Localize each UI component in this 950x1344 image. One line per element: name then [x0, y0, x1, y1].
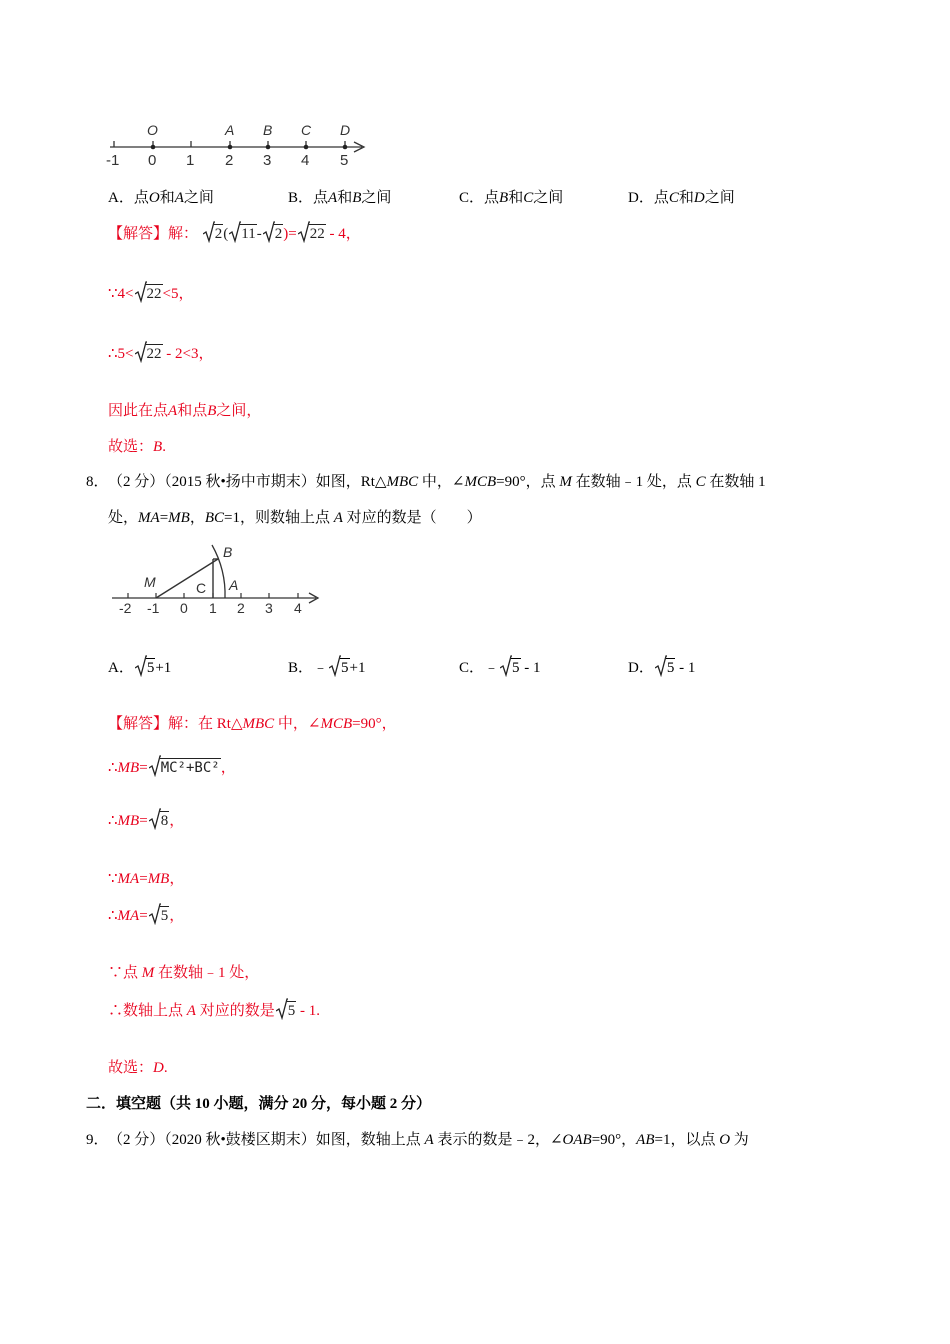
- q8-option-a[interactable]: A． 5+1: [108, 656, 171, 677]
- fig-label-M: M: [144, 574, 156, 590]
- point-label-O: O: [147, 122, 158, 138]
- sqrt-22: 22: [298, 224, 326, 244]
- q8-option-b[interactable]: B．﹣ 5+1: [288, 656, 366, 677]
- q7-option-b[interactable]: B．点A和B之间: [288, 190, 392, 206]
- sqrt-5: 5: [149, 906, 170, 926]
- sqrt-mc2-bc2: MC²+BC²: [149, 758, 221, 778]
- q8-answer-line-7: ∴数轴上点 A 对应的数是 5 - 1.: [108, 1001, 320, 1021]
- sqrt-5: 5: [500, 658, 521, 677]
- q8-answer-line-1: 【解答】解：在 Rt△MBC 中，∠MCB=90°，: [108, 716, 397, 732]
- sqrt-22: 22: [135, 284, 163, 304]
- q7-answer-line-1: 【解答】解： 2( 11- 2)= 22 - 4，: [108, 224, 361, 244]
- answer-tag: 【解答】: [108, 716, 169, 732]
- q7-answer-line-4: 因此在点A和点B之间，: [108, 403, 262, 419]
- sqrt-2: 2: [203, 224, 224, 244]
- point-label-C: C: [301, 122, 312, 138]
- tick-label: 0: [148, 152, 157, 169]
- number-line-figure-q7: [100, 118, 375, 170]
- tick-label: 2: [225, 152, 234, 169]
- q8-answer-line-4: ∵MA=MB，: [108, 871, 185, 887]
- section-title: 二．填空题（共 10 小题，满分 20 分，每小题 2 分）: [86, 1096, 432, 1112]
- tick-label: -1: [106, 152, 120, 169]
- sqrt-11: 11: [229, 224, 256, 244]
- sqrt-5: 5: [276, 1001, 297, 1021]
- q8-answer-line-6: ∵点 M 在数轴﹣1 处，: [108, 965, 260, 981]
- q7-option-d[interactable]: D．点C和D之间: [628, 190, 735, 206]
- q8-option-d[interactable]: D． 5 - 1: [628, 656, 695, 677]
- tick-label: 1: [209, 600, 217, 616]
- tick-label: 5: [340, 152, 349, 169]
- q7-option-a[interactable]: A．点O和A之间: [108, 190, 214, 206]
- q9-number: 9．: [86, 1132, 109, 1148]
- q8-answer-choose: 故选：D.: [108, 1060, 168, 1076]
- tick-label: 2: [237, 600, 245, 616]
- q7-answer-line-3: ∴5< 22 - 2<3，: [108, 344, 213, 364]
- tick-label: 3: [265, 600, 273, 616]
- tick-label: 3: [263, 152, 272, 169]
- q7-answer-line-2: ∵4< 22<5，: [108, 284, 193, 304]
- q8-number: 8．: [86, 474, 109, 490]
- sqrt-5: 5: [135, 658, 156, 677]
- triangle-number-line-figure-q8: [104, 540, 324, 620]
- tick-label: 1: [186, 152, 195, 169]
- q8-option-c[interactable]: C．﹣ 5 - 1: [459, 656, 541, 677]
- q8-stem-line-2: 处，MA=MB，BC=1，则数轴上点 A 对应的数是（ ）: [108, 510, 482, 526]
- q8-stem-line-1: （2 分）（2015 秋•扬中市期末）如图，Rt△MBC 中，∠MCB=90°，点 M 在数轴﹣1 处，点 C 在数轴 1: [108, 474, 766, 490]
- q7-answer-choose: 故选：B.: [108, 439, 166, 455]
- tick-label: 4: [301, 152, 310, 169]
- point-label-A: A: [225, 122, 235, 138]
- point-label-B: B: [263, 122, 273, 138]
- sqrt-22: 22: [135, 344, 163, 364]
- q8-answer-line-5: ∴MA= 5，: [108, 906, 184, 926]
- fig-label-A: A: [229, 577, 239, 593]
- sqrt-5: 5: [655, 658, 676, 677]
- q9-stem-line-1: （2 分）（2020 秋•鼓楼区期末）如图，数轴上点 A 表示的数是﹣2，∠OAB=90°，AB=1，以点 O 为: [108, 1132, 749, 1148]
- sqrt-8: 8: [149, 811, 170, 831]
- answer-tag: 【解答】: [108, 226, 169, 242]
- fig-label-C: C: [196, 580, 207, 596]
- q8-answer-line-2: ∴MB= MC²+BC²，: [108, 758, 236, 778]
- sqrt-2b: 2: [263, 224, 284, 244]
- sqrt-5: 5: [329, 658, 350, 677]
- tick-label: -2: [119, 600, 132, 616]
- tick-label: 0: [180, 600, 188, 616]
- tick-label: -1: [147, 600, 160, 616]
- point-label-D: D: [340, 122, 351, 138]
- tick-label: 4: [294, 600, 302, 616]
- q8-answer-line-3: ∴MB= 8，: [108, 811, 184, 831]
- q7-option-c[interactable]: C．点B和C之间: [459, 190, 564, 206]
- fig-label-B: B: [223, 544, 233, 560]
